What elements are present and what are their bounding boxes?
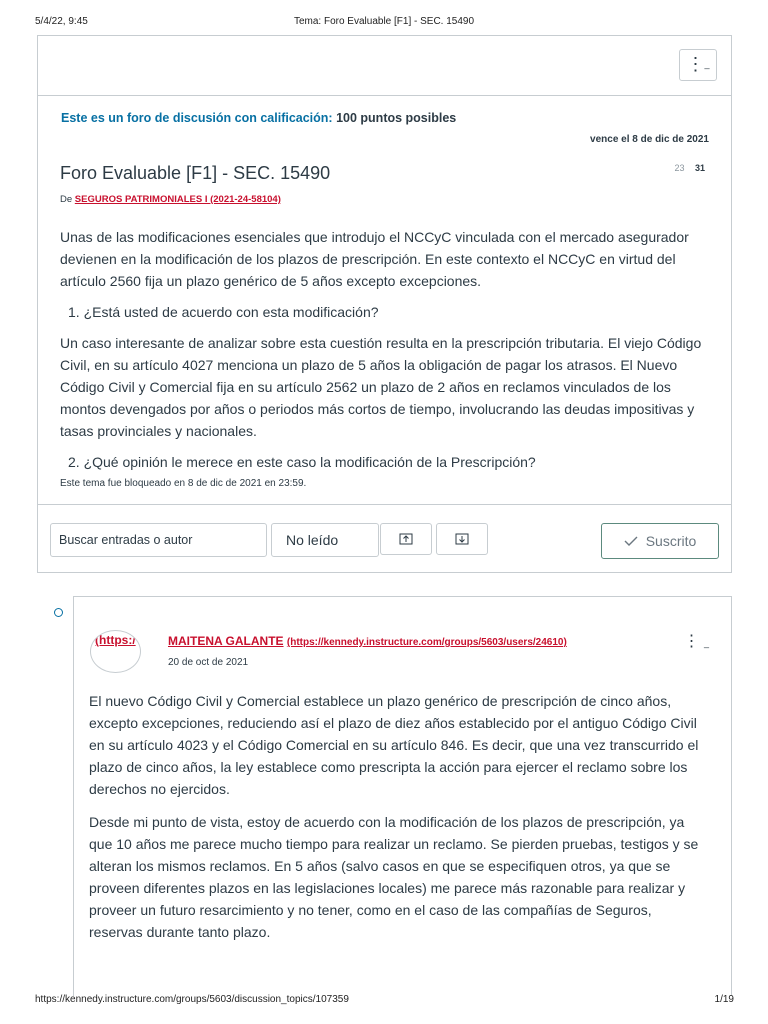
- discussion-toolbar: [38, 504, 731, 575]
- subscribed-button[interactable]: [601, 523, 719, 559]
- due-date: vence el 8 de dic de 2021: [590, 134, 709, 145]
- print-datetime: 5/4/22, 9:45: [35, 16, 88, 27]
- topic-options-button[interactable]: ⋮_: [679, 49, 717, 81]
- by-label: De: [60, 194, 73, 205]
- topic-title: Foro Evaluable [F1] - SEC. 15490: [60, 163, 331, 183]
- topic-paragraph: Unas de las modificaciones esenciales que introdujo el NCCyC vinculada con el mercado asegurador devienen en la modificación de los plazos de prescripción. En este contexto el NCCyC en virtud del artículo 2560 fija un plazo genérico de 5 años excepto excepciones.: [60, 229, 689, 289]
- kebab-icon: ⋮: [686, 54, 705, 74]
- entry-options-button[interactable]: ⋮ _: [683, 633, 709, 650]
- subscribed-label: Suscrito: [645, 533, 697, 549]
- total-count: 31: [694, 163, 705, 173]
- checkmark-icon: [624, 536, 638, 546]
- unread-dot-icon[interactable]: [54, 608, 63, 617]
- topic-question: 2. ¿Qué opinión le merece en este caso la modificación de la Prescripción?: [68, 454, 536, 470]
- expand-up-icon: [399, 533, 413, 545]
- discussion-topic: [37, 35, 732, 573]
- entry-author-url[interactable]: (https://kennedy.instructure.com/groups/5603/users/24610): [286, 637, 567, 648]
- avatar-alt-text: (https:/: [95, 633, 136, 647]
- collapse-all-button[interactable]: [436, 523, 488, 555]
- unread-filter-button[interactable]: No leído: [271, 523, 379, 557]
- kebab-icon: ⋮: [683, 633, 700, 650]
- topic-author-line: [60, 194, 281, 205]
- topic-question: 1. ¿Está usted de acuerdo con esta modificación?: [68, 304, 379, 320]
- unread-count: 23: [674, 163, 685, 173]
- topic-message: [60, 226, 710, 473]
- expand-all-button[interactable]: [380, 523, 432, 555]
- search-input[interactable]: Buscar entradas o autor: [50, 523, 267, 557]
- graded-label: Este es un foro de discusión con calificación:: [61, 111, 333, 125]
- entry-message: [89, 690, 709, 954]
- locked-notice: Este tema fue bloqueado en 8 de dic de 2021 en 23:59.: [60, 478, 307, 489]
- entry-date: 20 de oct de 2021: [168, 657, 249, 668]
- entry-author-link[interactable]: MAITENA GALANTE: [168, 634, 284, 648]
- discussion-entry: [73, 596, 732, 996]
- topic-author-link[interactable]: SEGUROS PATRIMONIALES I (2021-24-58104): [74, 194, 281, 205]
- topic-paragraph: Un caso interesante de analizar sobre esta cuestión resulta en la prescripción tributaria. El viejo Código Civil, en su artículo 4027 menciona un plazo de 5 años la obligación de pagar los atrasos. El Nuevo Código Civil y Comercial fija en su artículo 2562 un plazo de 2 años en reclamos vinculados de los montos devengados por años o periodos más cortos de tiempo, involucrando las deudas impositivas y tasas provinciales y nacionales.: [60, 335, 702, 439]
- print-page-number: 1/19: [714, 994, 734, 1005]
- entry-author-line: [168, 634, 567, 648]
- print-url: https://kennedy.instructure.com/groups/5603/discussion_topics/107359: [35, 994, 349, 1005]
- reply-counts: [674, 163, 705, 173]
- avatar[interactable]: [90, 630, 141, 673]
- entry-paragraph: El nuevo Código Civil y Comercial establece un plazo genérico de prescripción de cinco años, excepto excepciones, reduciendo así el plazo de diez años establecido por el antiguo Código Civil en su artículo 4023 y el Código Comercial en su artículo 846. Es decir, que una vez transcurrido el plazo de cinco años, la ley establece como prescripta la acción para ejercer el reclamo sobre los derechos no ejercidos.: [89, 693, 699, 797]
- entry-paragraph: Desde mi punto de vista, estoy de acuerdo con la modificación de los plazos de prescripción, ya que 10 años me parece mucho tiempo para realizar un reclamo. Se pierden pruebas, testigos y se alteran los mismos reclamos. En 5 años (salvo casos en que se especifiquen otros, ya que se proveen diferentes plazos en las legislaciones locales) me parece más razonable para realizar y proveer un futuro resarcimiento y no tener, como en el caso de las compañías de Seguros, reservas durante tanto plazo.: [89, 814, 699, 940]
- graded-notice: [61, 111, 456, 125]
- print-page-title: Tema: Foro Evaluable [F1] - SEC. 15490: [293, 16, 475, 27]
- points-possible: 100 puntos posibles: [336, 111, 457, 125]
- collapse-down-icon: [455, 533, 469, 545]
- topic-header-bar: [38, 36, 731, 96]
